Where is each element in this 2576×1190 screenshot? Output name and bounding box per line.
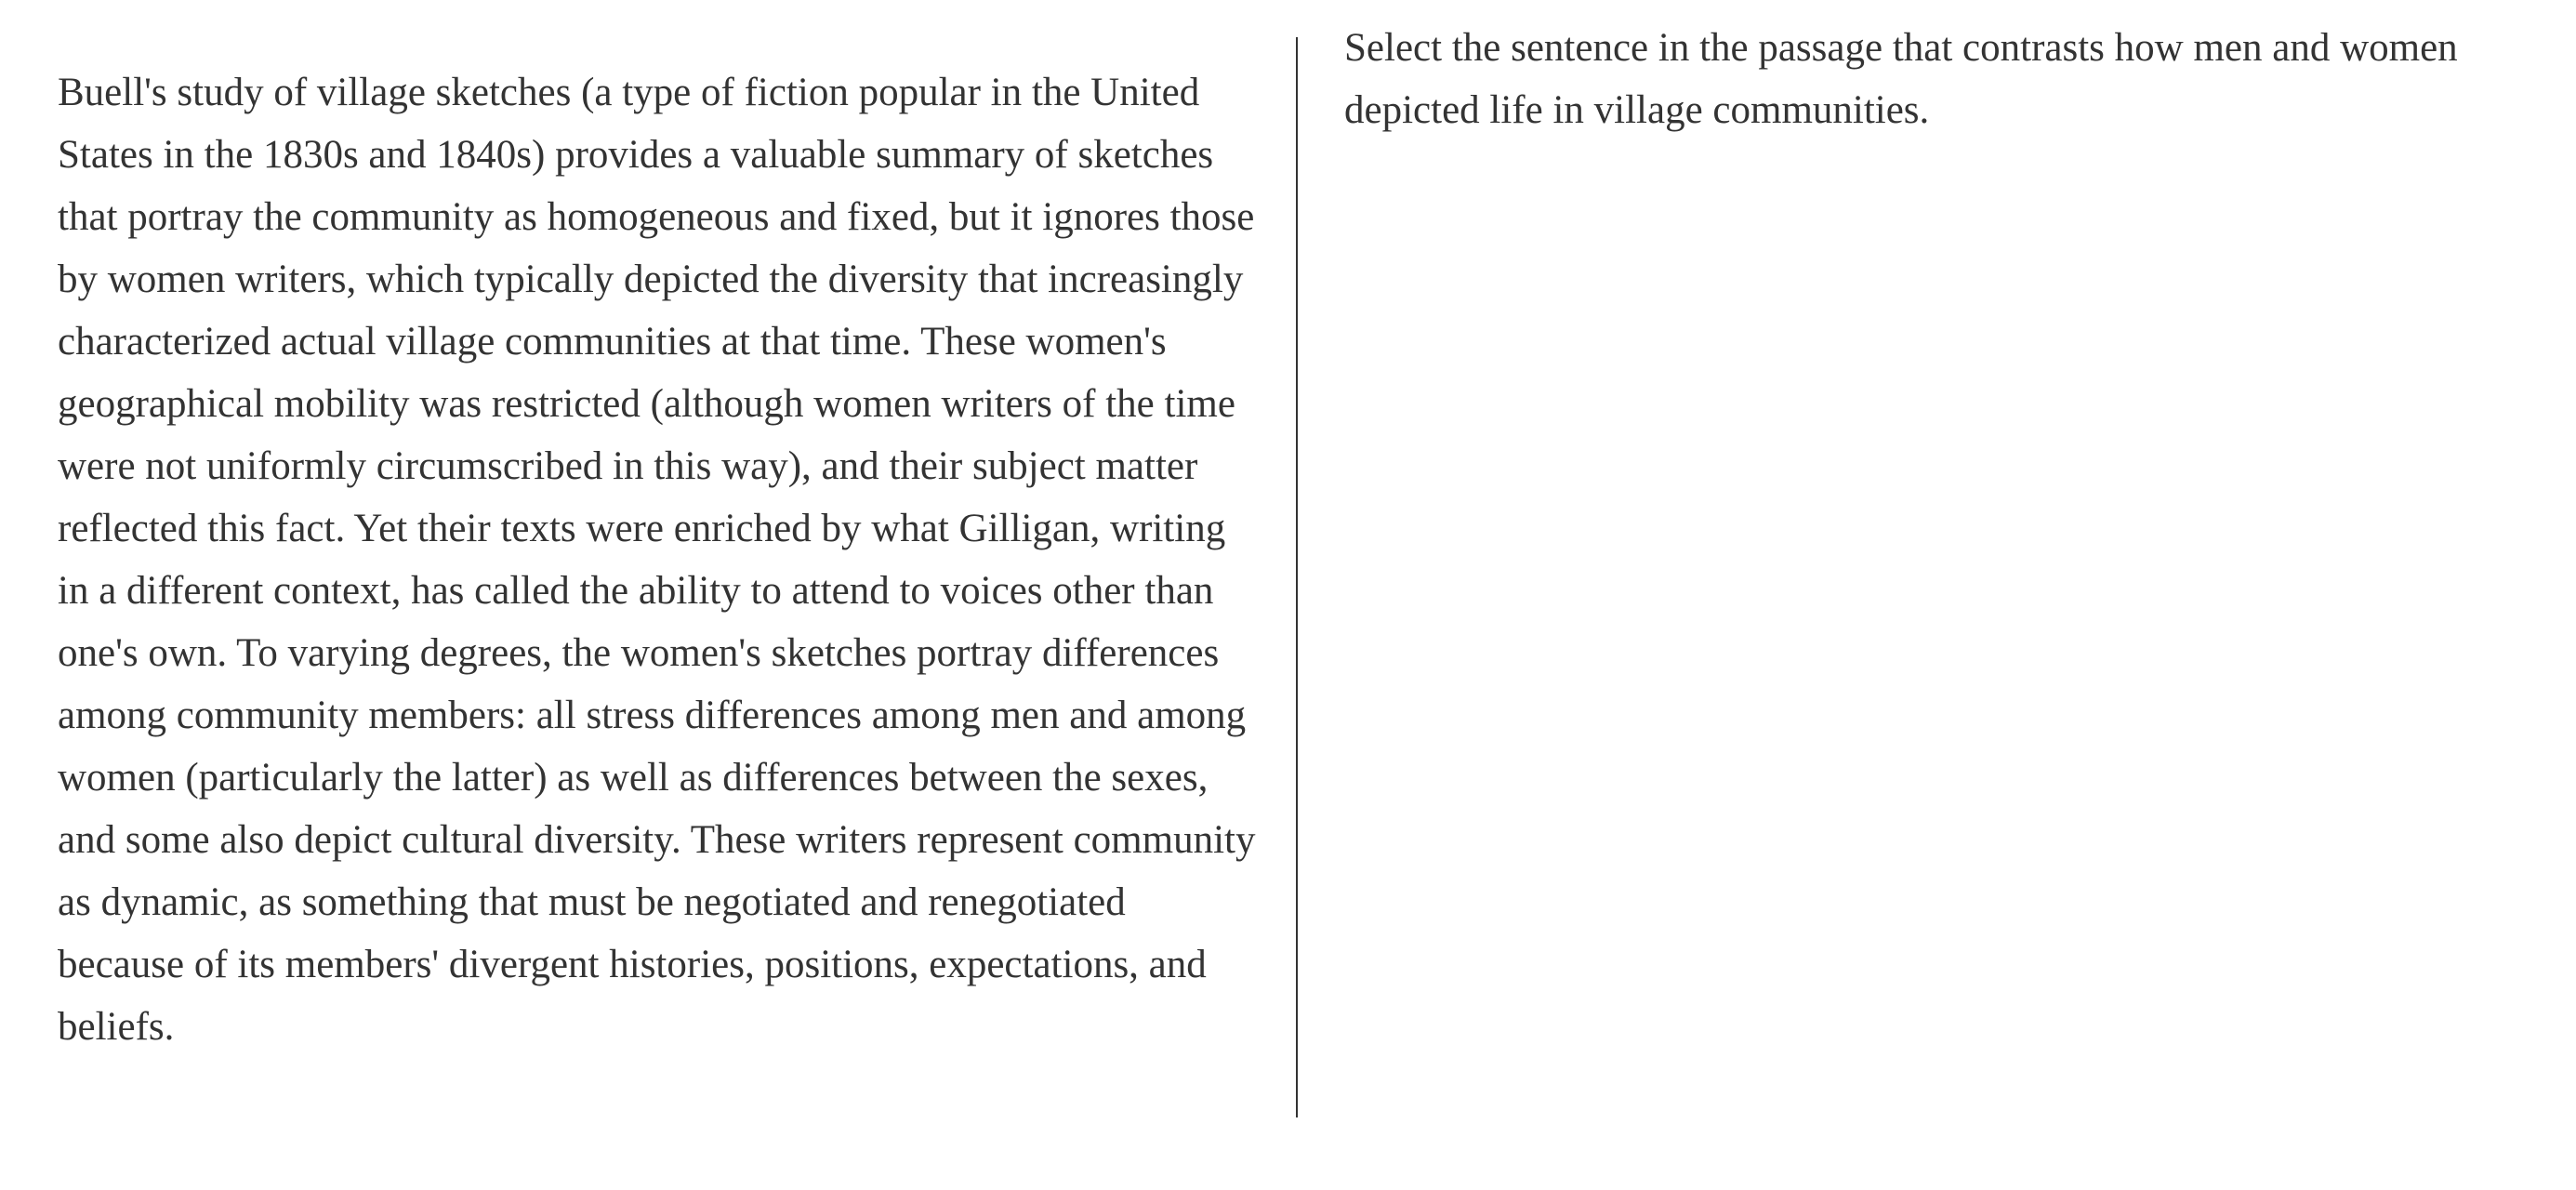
passage-sentence-4[interactable]: To varying degrees, the women's sketches portray differences among community members: all stress differences among men and among women (particularly the latter) as well as differences between the sexes, and some also depict cultural diversity. <box>58 631 1247 862</box>
passage-sentence-3[interactable]: Yet their texts were enriched by what Gilligan, writing in a different context, has called the ability to attend to voices other than one's own. <box>58 507 1226 675</box>
passage-sentence-1[interactable]: Buell's study of village sketches (a type of fiction popular in the United States in the 1830s and 1840s) provides a valuable summary of sketches that portray the community as homogeneous and fixed, but it ignores those by women writers, which typically depicted the diversity that increasingly characterized actual village communities at that time. <box>58 71 1255 364</box>
question-prompt: Select the sentence in the passage that contrasts how men and women depicted life in village communities. <box>1344 26 2458 132</box>
passage-sentence-5[interactable]: These writers represent community as dynamic, as something that must be negotiated and renegotiated because of its members' divergent histories, positions, expectations, and beliefs. <box>58 818 1256 1049</box>
passage-sentence-2[interactable]: These women's geographical mobility was restricted (although women writers of the time were not uniformly circumscribed in this way), and their subject matter reflected this fact. <box>58 320 1235 550</box>
passage-text <box>58 61 1257 1058</box>
pane-divider <box>1296 37 1298 1117</box>
